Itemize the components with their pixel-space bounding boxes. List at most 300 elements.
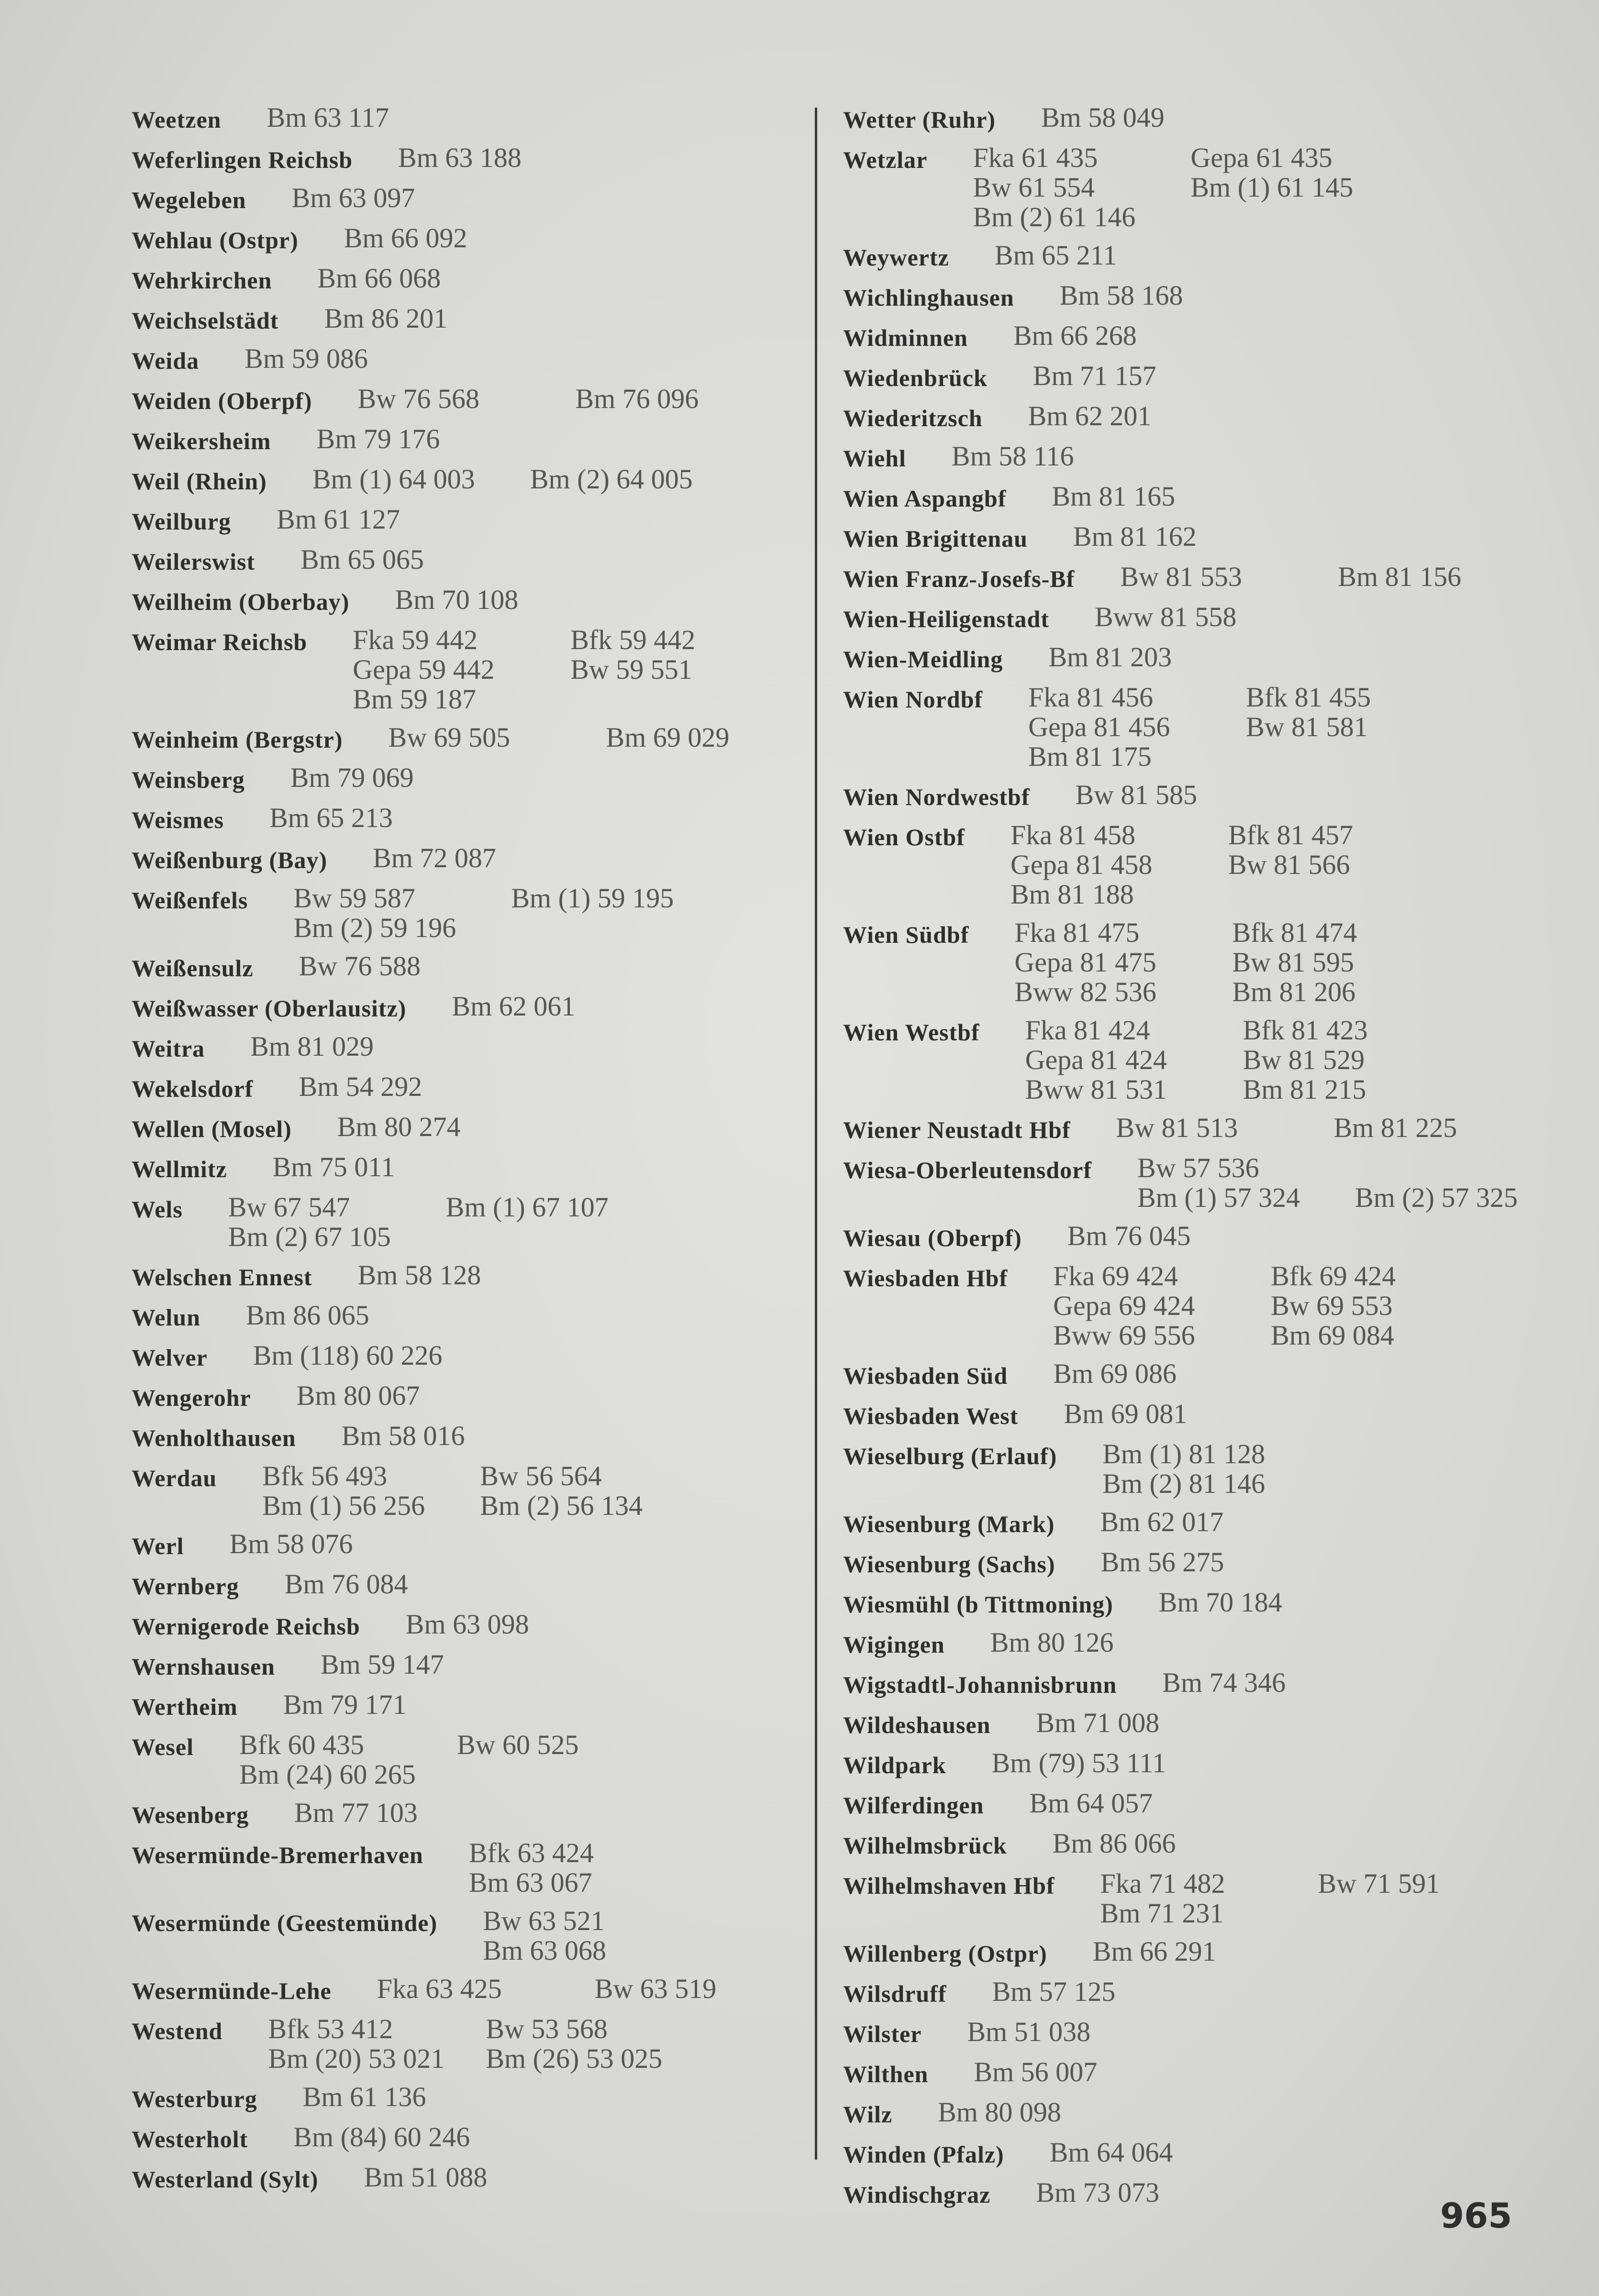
station-name: Widminnen	[843, 324, 968, 351]
station-name: Weichselstädt	[132, 307, 279, 334]
code-list	[1053, 1261, 1488, 1350]
office-code: Bw 81 529	[1243, 1044, 1365, 1075]
code-line	[321, 1650, 538, 1679]
office-code: Bfk 59 442	[570, 624, 696, 655]
code-line	[1064, 1399, 1281, 1429]
code-list	[1050, 2138, 1267, 2167]
office-code: Bm (1) 59 195	[511, 883, 674, 914]
code-line	[974, 2057, 1191, 2087]
code-line	[273, 1152, 490, 1182]
index-entry	[132, 2163, 801, 2194]
station-name: Willenberg (Ostpr)	[843, 1940, 1047, 1967]
code-list	[262, 1461, 698, 1521]
office-code: Bm 79 171	[283, 1689, 407, 1720]
code-line	[1100, 1869, 1536, 1899]
code-line	[299, 951, 516, 981]
code-list	[1048, 642, 1266, 672]
office-code: Bm 63 117	[266, 102, 389, 133]
office-code: Bm 51 038	[967, 2016, 1091, 2047]
code-list	[1073, 522, 1291, 552]
office-code: Bm 62 061	[452, 991, 576, 1022]
station-name: Wernshausen	[132, 1653, 275, 1680]
code-list	[1036, 2178, 1254, 2208]
code-line	[373, 843, 590, 873]
code-list	[292, 183, 510, 213]
code-line	[1162, 1668, 1380, 1698]
office-code: Bfk 63 424	[468, 1837, 594, 1868]
code-list	[268, 2014, 703, 2074]
code-line	[269, 803, 487, 833]
code-line	[1028, 742, 1464, 772]
office-code: Bm 56 275	[1100, 1546, 1224, 1578]
office-code: Gepa 81 458	[1010, 849, 1153, 880]
code-list	[321, 1650, 538, 1679]
code-list	[452, 992, 669, 1021]
index-entry	[132, 1381, 801, 1413]
station-name: Wehlau (Ostpr)	[132, 227, 299, 254]
code-line	[1053, 1359, 1271, 1389]
office-code: Bw 81 513	[1116, 1112, 1238, 1143]
office-code: Bm (1) 64 003	[312, 464, 475, 495]
office-code: Bw 63 519	[594, 1973, 717, 2004]
office-code: Bm (24) 60 265	[239, 1759, 416, 1790]
code-line	[1048, 642, 1266, 672]
station-name: Wekelsdorf	[132, 1075, 254, 1102]
index-entry	[132, 625, 801, 714]
office-code: Bm 65 213	[269, 802, 393, 833]
station-name: Werdau	[132, 1465, 217, 1491]
station-name: Weiden (Oberpf)	[132, 387, 312, 414]
office-code: Bm 61 127	[277, 504, 400, 535]
station-name: Wesel	[132, 1733, 194, 1760]
index-entry	[843, 1788, 1513, 1820]
index-entry	[132, 883, 801, 943]
station-name: Wiesenburg (Sachs)	[843, 1551, 1055, 1578]
code-line	[294, 1798, 512, 1828]
code-list	[230, 1529, 447, 1559]
office-code: Bm 58 168	[1059, 280, 1183, 311]
station-name: Wiesa-Oberleutensdorf	[843, 1157, 1092, 1183]
station-name: Wilhelmshaven Hbf	[843, 1872, 1055, 1899]
code-line	[395, 585, 612, 615]
office-code: Bm 81 215	[1243, 1074, 1366, 1105]
index-entry	[843, 642, 1513, 674]
station-name: Wigingen	[843, 1631, 945, 1658]
code-line	[337, 1112, 555, 1142]
office-code: Bm 58 116	[951, 441, 1074, 472]
index-entry	[132, 843, 801, 875]
index-entry	[132, 1112, 801, 1144]
code-list	[990, 1628, 1208, 1657]
index-entry	[132, 223, 801, 255]
office-code: Fka 69 424	[1053, 1260, 1178, 1292]
station-name: Wetter (Ruhr)	[843, 106, 996, 133]
station-name: Winden (Pfalz)	[843, 2141, 1004, 2168]
office-code: Bm (79) 53 111	[991, 1747, 1166, 1778]
code-line	[1053, 1321, 1488, 1350]
code-list	[938, 2097, 1155, 2127]
office-code: Bm 79 176	[316, 423, 440, 454]
station-name: Weferlingen Reichsb	[132, 146, 353, 173]
station-name: Weismes	[132, 806, 224, 833]
code-line	[1029, 1788, 1247, 1818]
office-code: Bm 72 087	[373, 842, 496, 873]
index-entry	[132, 1529, 801, 1561]
code-list	[324, 304, 542, 333]
index-entry	[132, 1421, 801, 1453]
station-name: Wildpark	[843, 1752, 946, 1778]
index-entry	[132, 1301, 801, 1332]
index-entry	[132, 1192, 801, 1252]
station-name: Wiederitzsch	[843, 405, 983, 431]
code-line	[1095, 602, 1312, 632]
code-line	[406, 1610, 623, 1639]
index-entry	[843, 1399, 1513, 1431]
code-line	[293, 913, 729, 943]
office-code: Fka 59 442	[353, 624, 478, 655]
office-code: Bww 82 536	[1014, 976, 1156, 1007]
index-entry	[132, 1260, 801, 1292]
code-list	[398, 143, 616, 173]
code-line	[1025, 1045, 1461, 1075]
code-list	[1100, 1869, 1536, 1928]
station-name: Wien-Meidling	[843, 646, 1003, 673]
station-name: Weil (Rhein)	[132, 468, 267, 495]
office-code: Fka 63 425	[377, 1973, 502, 2004]
office-code: Bw 81 553	[1120, 561, 1242, 592]
code-list	[373, 843, 590, 873]
office-code: Gepa 81 456	[1028, 711, 1170, 742]
index-entry	[132, 384, 801, 416]
code-line	[1073, 522, 1291, 552]
station-name: Wilster	[843, 2020, 922, 2047]
index-entry	[132, 803, 801, 835]
code-line	[317, 424, 534, 454]
code-line	[230, 1529, 447, 1559]
station-name: Wien Brigittenau	[843, 525, 1028, 552]
code-line	[952, 442, 1169, 471]
code-line	[973, 202, 1408, 232]
station-name: Weißenfels	[132, 887, 248, 914]
station-name: Wilsdruff	[843, 1980, 947, 2007]
station-name: Wien Aspangbf	[843, 485, 1007, 512]
code-list	[1033, 361, 1251, 391]
index-entry	[843, 1628, 1513, 1659]
code-line	[1137, 1153, 1573, 1183]
code-list	[973, 143, 1408, 232]
station-name: Welschen Ennest	[132, 1264, 312, 1291]
office-code: Bm (20) 53 021	[268, 2043, 445, 2074]
index-entry	[132, 143, 801, 175]
index-entry	[132, 1798, 801, 1830]
office-code: Bm 61 136	[302, 2081, 426, 2112]
station-name: Welver	[132, 1344, 208, 1371]
station-name: Wengerohr	[132, 1384, 251, 1411]
office-code: Bm 59 086	[244, 343, 368, 374]
office-code: Bm (84) 60 246	[293, 2121, 470, 2152]
code-line	[228, 1192, 664, 1222]
office-code: Fka 81 475	[1014, 917, 1140, 948]
code-list	[1093, 1937, 1310, 1966]
code-line	[297, 1381, 514, 1411]
office-code: Bm 69 086	[1053, 1358, 1177, 1389]
station-name: Wernberg	[132, 1573, 239, 1600]
index-entry	[843, 1113, 1513, 1145]
index-entry	[132, 723, 801, 754]
code-list	[1028, 683, 1464, 772]
index-entry	[843, 401, 1513, 433]
index-entry	[132, 2014, 801, 2074]
office-code: Bw 61 554	[973, 172, 1095, 203]
code-line	[246, 1301, 464, 1330]
index-entry	[132, 1032, 801, 1063]
office-code: Bm (2) 64 005	[530, 464, 693, 495]
code-list	[300, 545, 518, 574]
code-line	[1159, 1588, 1377, 1617]
code-list	[358, 1260, 576, 1290]
code-list	[293, 2122, 511, 2152]
office-code: Bm 58 076	[229, 1528, 353, 1559]
code-line	[268, 2044, 703, 2074]
index-entry	[843, 562, 1513, 594]
code-list	[1060, 281, 1277, 310]
code-list	[303, 2082, 521, 2112]
code-list	[1116, 1113, 1552, 1143]
code-line	[938, 2097, 1155, 2127]
office-code: Bw 76 568	[357, 383, 480, 414]
station-name: Weilheim (Oberbay)	[132, 588, 350, 615]
office-code: Bfk 60 435	[239, 1729, 364, 1760]
code-line	[293, 2122, 511, 2152]
office-code: Bm (2) 81 146	[1102, 1468, 1266, 1499]
code-line	[1036, 1708, 1254, 1738]
office-code: Bm 76 096	[575, 383, 699, 414]
code-list	[357, 384, 793, 414]
code-list	[253, 1341, 471, 1370]
station-name: Wilz	[843, 2101, 893, 2128]
code-list	[1028, 401, 1246, 431]
office-code: Fka 81 458	[1010, 819, 1135, 850]
index-entry	[132, 1341, 801, 1372]
index-entry	[132, 1072, 801, 1104]
index-entry	[132, 464, 801, 496]
code-list	[290, 763, 508, 793]
code-line	[1093, 1937, 1310, 1966]
office-code: Bm 75 011	[272, 1151, 395, 1182]
office-code: Bw 67 547	[228, 1192, 350, 1223]
office-code: Bw 63 521	[483, 1905, 605, 1936]
code-line	[1028, 401, 1246, 431]
office-code: Bm 70 184	[1158, 1587, 1282, 1618]
code-line	[483, 1936, 700, 1965]
code-list	[337, 1112, 555, 1142]
office-code: Bww 69 556	[1053, 1320, 1195, 1351]
index-entry	[132, 1461, 801, 1521]
station-name: Wernigerode Reichsb	[132, 1613, 360, 1640]
code-list	[317, 424, 534, 454]
station-name: Wels	[132, 1196, 183, 1223]
code-line	[1033, 361, 1251, 391]
code-line	[262, 1461, 698, 1491]
office-code: Bm 69 084	[1271, 1320, 1394, 1351]
code-list	[317, 264, 535, 293]
office-code: Bm 80 067	[296, 1380, 420, 1411]
office-code: Bm 74 346	[1162, 1667, 1286, 1698]
index-entry	[132, 344, 801, 375]
station-name: Wetzlar	[843, 146, 928, 173]
code-line	[268, 2014, 703, 2044]
code-list	[1052, 482, 1269, 511]
office-code: Bw 76 588	[299, 950, 421, 982]
code-list	[974, 2057, 1191, 2087]
station-name: Westerland (Sylt)	[132, 2166, 319, 2193]
code-list	[1029, 1788, 1247, 1818]
station-name: Wien Franz-Josefs-Bf	[843, 565, 1075, 592]
code-list	[469, 1838, 687, 1898]
station-name: Wilferdingen	[843, 1792, 984, 1819]
station-name: Wesermünde (Geestemünde)	[132, 1910, 438, 1936]
office-code: Bm 66 268	[1013, 320, 1137, 351]
station-name: Wiesmühl (b Tittmoning)	[843, 1591, 1113, 1618]
index-entry	[843, 442, 1513, 473]
code-line	[317, 264, 535, 293]
code-list	[353, 625, 788, 714]
station-name: Weinsberg	[132, 766, 245, 793]
index-entry	[132, 505, 801, 536]
code-line	[277, 505, 494, 534]
station-name: Weilburg	[132, 508, 232, 535]
code-list	[342, 1421, 559, 1451]
code-line	[1101, 1547, 1319, 1577]
code-list	[364, 2163, 582, 2192]
code-line	[353, 684, 788, 714]
index-entry	[843, 1152, 1518, 1213]
index-entry	[132, 1974, 801, 2006]
code-list	[299, 1072, 516, 1102]
office-code: Gepa 81 475	[1014, 947, 1156, 978]
office-code: Bm 66 068	[317, 263, 441, 294]
code-list	[1075, 780, 1293, 810]
code-line	[1116, 1113, 1552, 1143]
office-code: Bm 81 188	[1010, 879, 1134, 910]
code-line	[324, 304, 542, 333]
office-code: Bm 76 084	[284, 1568, 408, 1600]
index-entry	[843, 103, 1513, 134]
code-line	[1041, 103, 1259, 132]
station-name: Wilthen	[843, 2061, 929, 2087]
index-entry	[132, 545, 801, 576]
office-code: Bm 86 065	[245, 1300, 369, 1331]
code-list	[244, 344, 462, 374]
code-line	[1075, 780, 1293, 810]
code-line	[452, 992, 669, 1021]
index-entry	[132, 1838, 801, 1898]
office-code: Fka 61 435	[973, 142, 1098, 173]
station-name: Wellen (Mosel)	[132, 1115, 292, 1142]
index-entry	[843, 1708, 1513, 1740]
office-code: Bm (2) 56 134	[480, 1490, 643, 1521]
office-code: Bm 63 067	[468, 1867, 592, 1898]
office-code: Bm 81 203	[1048, 641, 1172, 673]
station-name: Weywertz	[843, 244, 949, 271]
index-entry	[843, 602, 1513, 634]
index-entry	[132, 424, 801, 456]
station-name: Wesenberg	[132, 1801, 249, 1828]
code-line	[1025, 1016, 1461, 1045]
code-list	[483, 1906, 700, 1965]
office-code: Bw 71 591	[1318, 1868, 1440, 1899]
station-name: Wiesbaden West	[843, 1402, 1019, 1429]
station-name: Wieselburg (Erlauf)	[843, 1443, 1057, 1469]
index-entry	[843, 1261, 1513, 1350]
right-column	[843, 102, 1518, 2218]
office-code: Bm (1) 56 256	[262, 1490, 425, 1521]
code-list	[1014, 918, 1450, 1007]
station-name: Weilerswist	[132, 548, 255, 575]
code-line	[266, 103, 484, 132]
office-code: Bm (2) 61 146	[973, 201, 1136, 232]
code-list	[239, 1730, 675, 1789]
station-name: Weimar Reichsb	[132, 629, 308, 655]
code-line	[995, 241, 1212, 270]
office-code: Bm 63 098	[405, 1609, 529, 1640]
index-entry	[843, 1869, 1513, 1928]
index-entry	[132, 1569, 801, 1601]
code-list	[1095, 602, 1312, 632]
office-code: Bm (2) 67 105	[228, 1221, 391, 1252]
code-list	[1053, 1829, 1270, 1858]
column-divider	[815, 108, 817, 2160]
office-code: Bm 62 201	[1028, 400, 1152, 431]
code-line	[973, 173, 1408, 202]
office-code: Bm 71 231	[1100, 1898, 1224, 1929]
office-code: Bm 66 092	[344, 222, 467, 254]
code-line	[283, 1690, 501, 1720]
index-entry	[843, 2017, 1513, 2049]
code-line	[290, 763, 508, 793]
office-code: Bm (2) 59 196	[293, 912, 456, 943]
code-line	[1137, 1183, 1573, 1213]
code-line	[1067, 1221, 1285, 1251]
office-code: Bm 66 291	[1092, 1936, 1216, 1967]
office-code: Gepa 61 435	[1190, 142, 1332, 173]
code-list	[344, 223, 562, 253]
index-entry	[843, 241, 1513, 272]
office-code: Fka 81 424	[1025, 1015, 1150, 1046]
office-code: Bm 63 188	[398, 142, 522, 173]
office-code: Bm 59 187	[353, 684, 477, 715]
station-name: Wigstadtl-Johannisbrunn	[843, 1671, 1117, 1698]
office-code: Bfk 81 455	[1246, 682, 1371, 713]
office-code: Bm 64 064	[1049, 2137, 1173, 2168]
index-entry	[132, 585, 801, 617]
code-list	[283, 1690, 501, 1720]
code-line	[303, 2082, 521, 2112]
station-name: Wiener Neustadt Hbf	[843, 1116, 1071, 1143]
station-name: Wiedenbrück	[843, 364, 988, 391]
index-entry	[843, 1748, 1513, 1780]
index-entry	[843, 2138, 1513, 2169]
office-code: Bfk 53 412	[268, 2013, 393, 2044]
station-name: Windischgraz	[843, 2181, 991, 2208]
office-code: Bm 65 211	[994, 240, 1117, 271]
code-line	[342, 1421, 559, 1451]
office-code: Bw 81 566	[1228, 849, 1350, 880]
code-line	[1014, 948, 1450, 977]
office-code: Bm 80 126	[990, 1627, 1114, 1658]
code-line	[1102, 1469, 1320, 1499]
code-list	[1100, 1507, 1318, 1537]
